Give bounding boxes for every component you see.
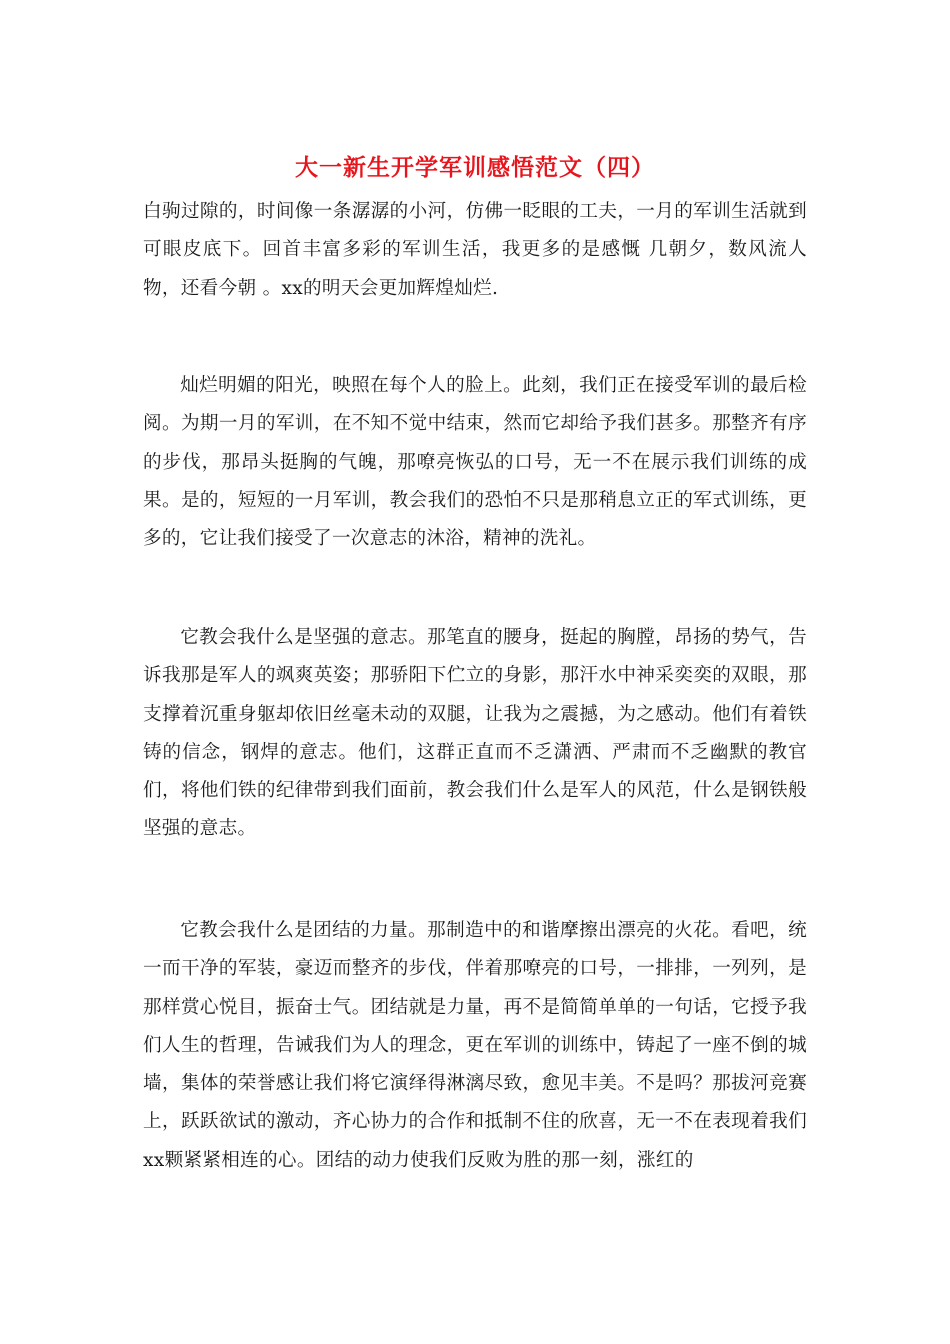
paragraph-will: 它教会我什么是坚强的意志。那笔直的腰身，挺起的胸膛，昂扬的势气，告诉我那是军人的飒爽英姿；那骄阳下伫立的身影，那汗水中神采奕奕的双眼，那支撑着沉重身躯却依旧丝毫未动的双腿，让我为之震撼，为之感动。他们有着铁铸的信念，钢焊的意志。他们，这群正直而不乏潇洒、严肃而不乏幽默的教官们，将他们铁的纪律带到我们面前，教会我们什么是军人的风范，什么是钢铁般坚强的意志。 (143, 627, 807, 840)
paragraph-unity: 它教会我什么是团结的力量。那制造中的和谐摩擦出漂亮的火花。看吧，统一而干净的军装，豪迈而整齐的步伐，伴着那嘹亮的口号，一排排，一列列，是那样赏心悦目，振奋士气。团结就是力量，再不是简简单单的一句话，它授予我们人生的哲理，告诫我们为人的理念，更在军训的训练中，铸起了一座不倒的城墙，集体的荣誉感让我们将它演绎得淋漓尽致，愈见丰美。不是吗？那拔河竞赛上，跃跃欲试的激动，齐心协力的合作和抵制不住的欣喜，无一不在表现着我们xx颗紧紧相连的心。团结的动力使我们反败为胜的那一刻，涨红的 (143, 920, 807, 1171)
document-title: 大一新生开学军训感悟范文（四） (295, 155, 655, 181)
paragraph-intro: 白驹过隙的，时间像一条潺潺的小河，仿佛一眨眼的工夫，一月的军训生活就到可眼皮底下。回首丰富多彩的军训生活，我更多的是感慨 几朝夕，数风流人物，还看今朝 。xx的明天会更加辉煌灿烂. (143, 201, 807, 299)
paragraph-review: 灿烂明媚的阳光，映照在每个人的脸上。此刻，我们正在接受军训的最后检阅。为期一月的军训，在不知不觉中结束，然而它却给予我们甚多。那整齐有序的步伐，那昂头挺胸的气魄，那嘹亮恢弘的口号，无一不在展示我们训练的成果。是的，短短的一月军训，教会我们的恐怕不只是那稍息立正的军式训练，更多的，它让我们接受了一次意志的沐浴，精神的洗礼。 (143, 375, 807, 550)
